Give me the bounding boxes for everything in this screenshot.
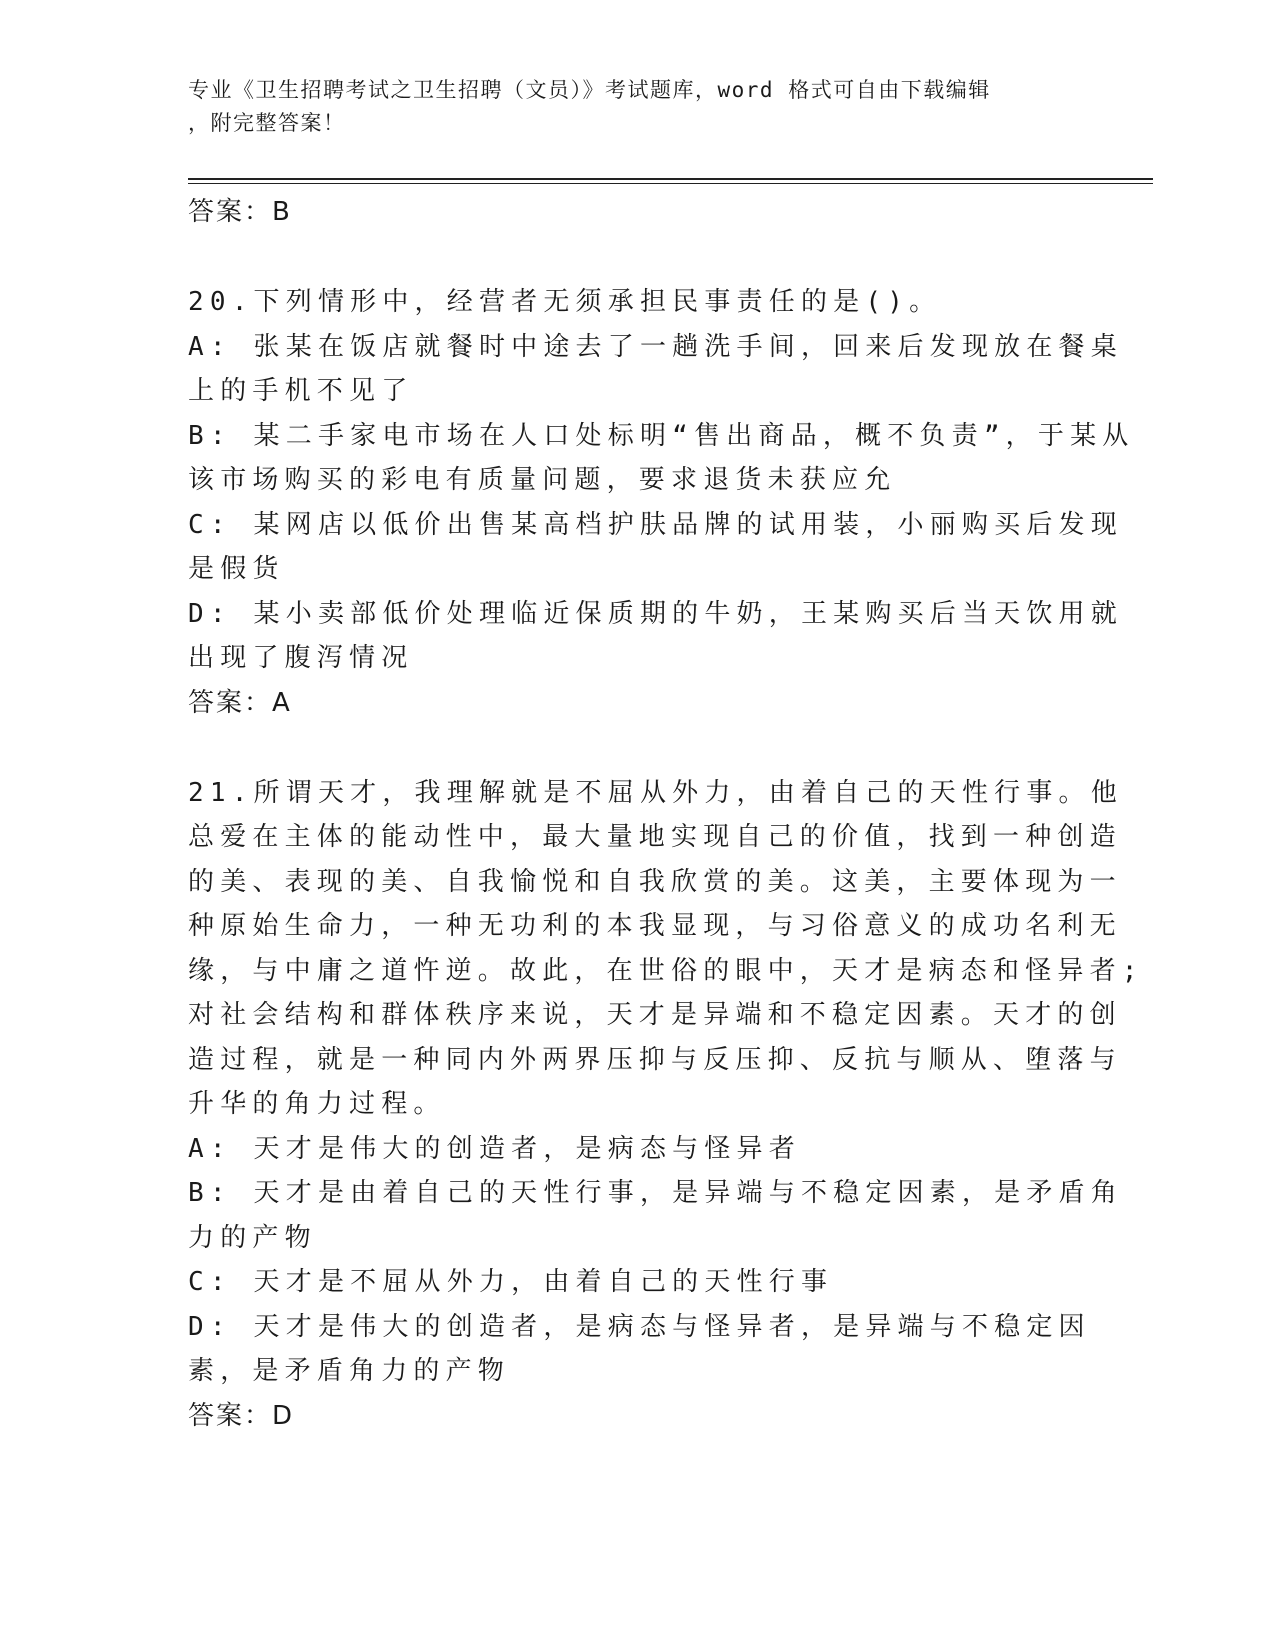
option-d: D: 天才是伟大的创造者，是病态与怪异者，是异端与不稳定因素，是矛盾角力的产物 (188, 1311, 1091, 1386)
answer-value: D (272, 1400, 294, 1431)
header-line-1: 专业《卫生招聘考试之卫生招聘（文员）》考试题库，word 格式可自由下载编辑 (188, 78, 991, 102)
answer-line (188, 1394, 1153, 1438)
answer-label: 答案： (188, 687, 273, 718)
option-a: A: 天才是伟大的创造者，是病态与怪异者 (188, 1133, 801, 1164)
header-line-2: ，附完整答案！ (188, 111, 346, 135)
header-rule-thin (188, 183, 1153, 184)
answer-label: 答案： (188, 1400, 273, 1431)
option-b: B: 天才是由着自己的天性行事，是异端与不稳定因素，是矛盾角力的产物 (188, 1178, 1123, 1253)
question-list (188, 190, 1153, 1438)
option-d: D: 某小卖部低价处理临近保质期的牛奶，王某购买后当天饮用就出现了腹泻情况 (188, 598, 1123, 673)
question-20 (188, 280, 1153, 725)
option-a: A: 张某在饭店就餐时中途去了一趟洗手间，回来后发现放在餐桌上的手机不见了 (188, 331, 1123, 406)
option-c: C: 天才是不屈从外力，由着自己的天性行事 (188, 1267, 834, 1297)
question-21 (188, 771, 1153, 1438)
option-b: B: 某二手家电市场在人口处标明“售出商品，概不负责”，于某从该市场购买的彩电有质量问题，要求退货未获应允 (188, 420, 1135, 495)
answer-line (188, 681, 1153, 725)
answer-value: A (272, 687, 291, 718)
answer-label: 答案： (188, 197, 273, 227)
answer-line (188, 190, 1153, 234)
header-rule-thick (188, 178, 1153, 180)
option-c: C: 某网店以低价出售某高档护肤品牌的试用装，小丽购买后发现是假货 (188, 509, 1123, 584)
question-stem: 20.下列情形中，经营者无须承担民事责任的是()。 (188, 287, 942, 317)
question-stem: 21.所谓天才，我理解就是不屈从外力，由着自己的天性行事。他总爱在主体的能动性中，最大量地实现自己的价值，找到一种创造的美、表现的美、自我愉悦和自我欣赏的美。这美，主要体现为一种原始生命力，一种无功利的本我显现，与习俗意义的成功名利无缘，与中庸之道忤逆。故此，在世俗的眼中，天才是病态和怪异者;对社会结构和群体秩序来说，天才是异端和不稳定因素。天才的创造过程，就是一种同内外两界压抑与反压抑、反抗与顺从、堕落与升华的角力过程。 (188, 777, 1144, 1119)
answer-value: B (272, 197, 291, 227)
document-header (188, 74, 1088, 140)
